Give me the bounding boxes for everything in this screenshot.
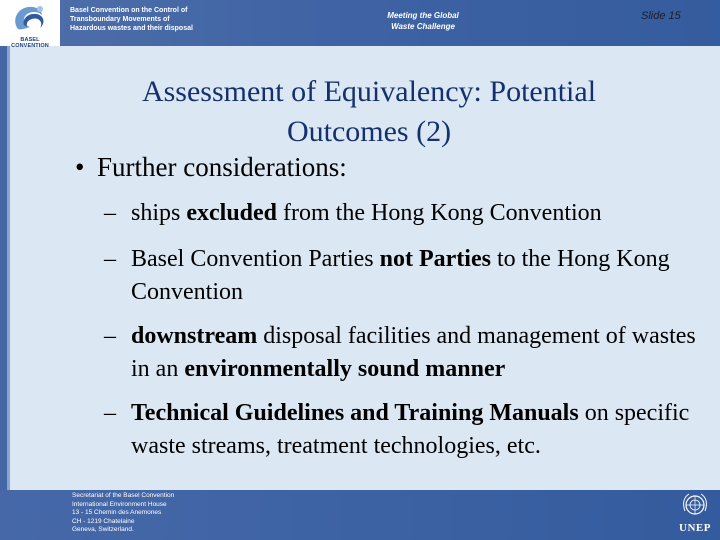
sub-bullet	[104, 397, 710, 463]
left-accent-bar	[0, 46, 7, 490]
org-line: Transboundary Movements of	[70, 16, 170, 23]
sub-bullet	[104, 320, 714, 386]
text-run: ships	[131, 200, 187, 226]
slide-number: Slide 15	[641, 10, 681, 22]
basel-logo	[0, 0, 60, 49]
text-run-bold: Technical Guidelines and Training Manuals	[131, 400, 579, 426]
text-run-bold: not Parties	[379, 246, 491, 272]
secretariat-address	[72, 492, 174, 535]
left-accent-stripe	[7, 46, 10, 490]
address-line: CH - 1219 Chatelaine	[72, 517, 135, 525]
address-line: International Environment House	[72, 500, 167, 508]
sub-bullet	[104, 243, 704, 309]
text-run: Basel Convention Parties	[131, 246, 380, 272]
tagline-line: Meeting the Global	[387, 11, 459, 20]
logo-caption: BASEL CONVENTION	[11, 37, 49, 49]
dash-icon: –	[104, 246, 116, 272]
organization-name	[70, 6, 200, 33]
title-line: Assessment of Equivalency: Potential	[141, 75, 597, 108]
bullet-dot-icon: •	[75, 152, 85, 182]
title-line: Outcomes (2)	[286, 115, 452, 148]
dash-icon: –	[104, 400, 116, 426]
address-line: 13 - 15 Chemin des Anemones	[72, 509, 162, 517]
sub-bullet-text	[131, 320, 714, 386]
unep-label: UNEP	[679, 522, 711, 534]
slide-title	[90, 72, 648, 152]
tagline-line: Waste Challenge	[391, 22, 455, 31]
main-bullet-text: Further considerations:	[97, 152, 347, 182]
dash-icon: –	[104, 200, 116, 226]
basel-logo-icon	[10, 3, 50, 33]
sub-bullet-text	[131, 243, 704, 309]
main-bullet	[75, 152, 347, 183]
text-run-bold: excluded	[186, 200, 278, 226]
text-run: disposal facilities and management of wastes in an	[131, 323, 696, 382]
sub-bullet-text	[131, 397, 710, 463]
address-line: Geneva, Switzerland.	[72, 526, 134, 534]
dash-icon: –	[104, 323, 116, 349]
org-line: Basel Convention on the Control of	[70, 7, 188, 14]
text-run: from the Hong Kong Convention	[277, 200, 602, 226]
footer-band	[0, 490, 720, 540]
sub-bullet	[104, 197, 704, 230]
header-band	[0, 0, 720, 49]
text-run-bold: downstream	[131, 323, 258, 349]
text-run-bold: environmentally sound manner	[184, 356, 506, 382]
text-run: on specific waste streams, treatment technologies, etc.	[131, 400, 690, 459]
tagline	[378, 10, 468, 32]
sub-bullet-text	[131, 197, 704, 230]
text-run: to the Hong Kong Convention	[131, 246, 670, 305]
un-emblem-icon	[680, 491, 710, 521]
org-line: Hazardous wastes and their disposal	[70, 25, 193, 32]
address-line: Secretariat of the Basel Convention	[72, 492, 175, 499]
